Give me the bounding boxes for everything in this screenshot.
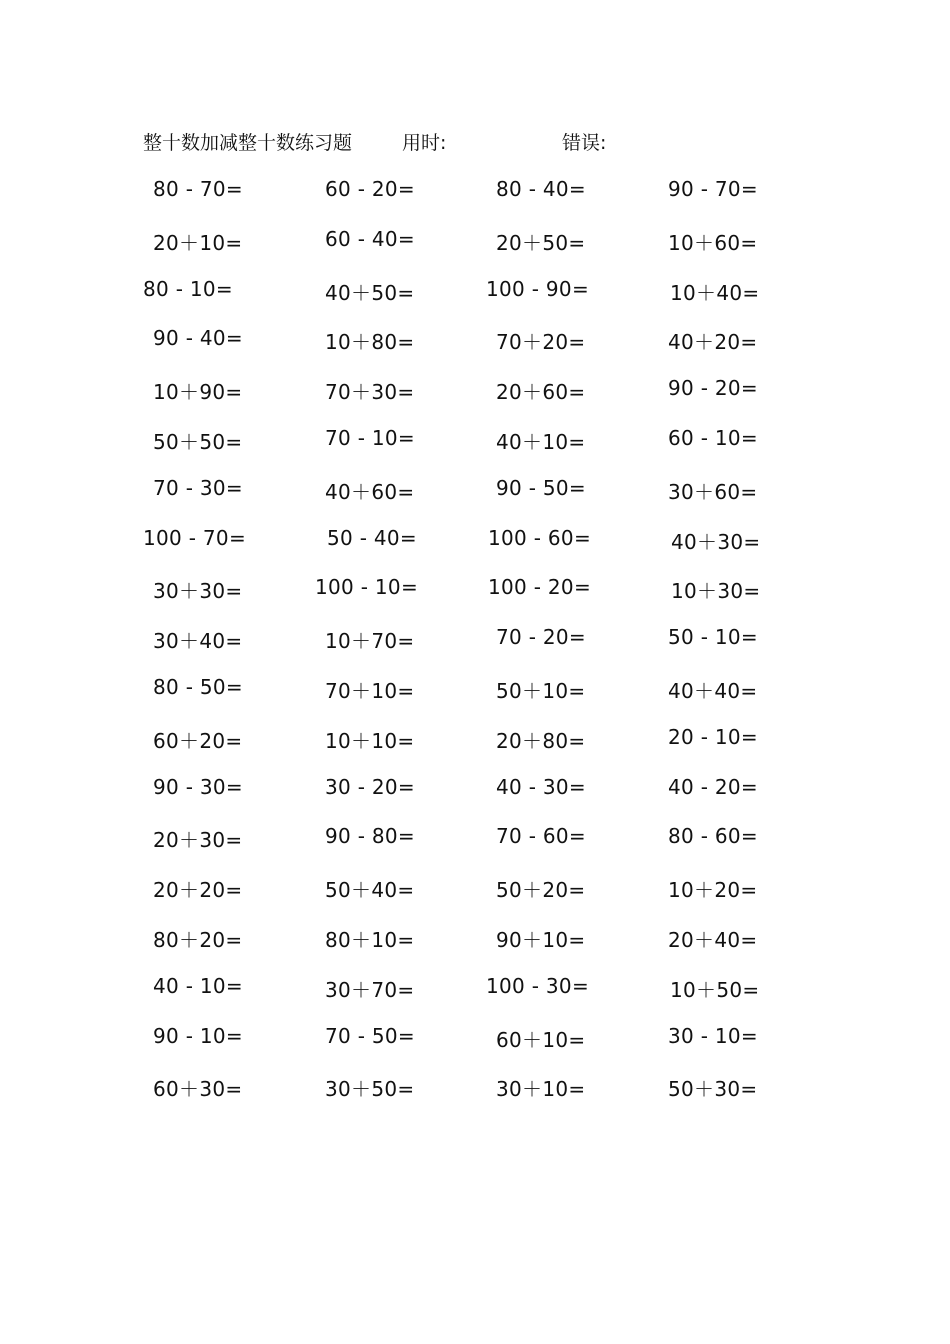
- problem-cell: 30＋10=: [496, 1077, 586, 1102]
- problem-cell: 70 - 30=: [153, 475, 243, 500]
- problem-cell: 30＋50=: [325, 1077, 415, 1102]
- problem-cell: 20＋80=: [496, 728, 586, 753]
- problem-cell: 90 - 50=: [496, 475, 586, 500]
- problem-cell: 90 - 10=: [153, 1023, 243, 1048]
- problem-row: [0, 526, 950, 576]
- problem-cell: 80 - 50=: [153, 674, 243, 699]
- problem-cell: 100 - 60=: [488, 525, 592, 550]
- worksheet-header: [0, 128, 950, 156]
- problem-cell: 100 - 10=: [315, 575, 419, 600]
- problem-cell: 90＋10=: [496, 927, 586, 952]
- problem-cell: 40＋30=: [671, 529, 761, 554]
- problem-cell: 90 - 30=: [153, 774, 243, 799]
- problem-cell: 100 - 70=: [143, 525, 247, 550]
- problem-cell: 40＋10=: [496, 429, 586, 454]
- problem-cell: 50＋20=: [496, 878, 586, 903]
- problem-cell: 50＋40=: [325, 878, 415, 903]
- problem-cell: 80 - 10=: [143, 276, 233, 301]
- problem-cell: 20＋10=: [153, 230, 243, 255]
- problem-cell: 20＋60=: [496, 380, 586, 405]
- problem-row: [0, 824, 950, 874]
- problem-cell: 70＋10=: [325, 678, 415, 703]
- problem-cell: 20＋50=: [496, 230, 586, 255]
- problem-cell: 10＋20=: [668, 878, 758, 903]
- problem-row: [0, 575, 950, 625]
- problem-row: [0, 376, 950, 426]
- problem-row: [0, 675, 950, 725]
- problem-cell: 80 - 40=: [496, 177, 586, 201]
- worksheet-title: 整十数加减整十数练习题: [143, 132, 353, 154]
- problem-cell: 10＋60=: [668, 230, 758, 255]
- problem-row: [0, 476, 950, 526]
- problem-cell: 10＋50=: [670, 977, 760, 1002]
- problem-cell: 80 - 60=: [668, 824, 758, 849]
- problem-row: [0, 326, 950, 376]
- problem-cell: 80 - 70=: [153, 177, 243, 201]
- problem-cell: 60＋20=: [153, 728, 243, 753]
- problem-row: [0, 924, 950, 974]
- problem-cell: 100 - 20=: [488, 575, 592, 600]
- problem-cell: 40 - 20=: [668, 774, 758, 799]
- problem-cell: 60＋30=: [153, 1077, 243, 1102]
- problem-row: [0, 1073, 950, 1123]
- problem-cell: 20 - 10=: [668, 724, 758, 749]
- problem-cell: 30 - 10=: [668, 1023, 758, 1048]
- problem-cell: 50＋50=: [153, 429, 243, 454]
- problem-cell: 90 - 80=: [325, 824, 415, 849]
- problem-cell: 10＋70=: [325, 629, 415, 654]
- problem-row: [0, 725, 950, 775]
- problem-cell: 10＋10=: [325, 728, 415, 753]
- problem-cell: 90 - 20=: [668, 376, 758, 401]
- problem-cell: 70 - 60=: [496, 824, 586, 849]
- problem-cell: 100 - 90=: [486, 276, 590, 301]
- problem-row: [0, 874, 950, 924]
- problem-cell: 90 - 70=: [668, 177, 758, 201]
- errors-label: 错误:: [562, 132, 607, 154]
- problem-cell: 30＋30=: [153, 579, 243, 604]
- problem-cell: 60 - 40=: [325, 226, 415, 251]
- problem-grid: [0, 177, 950, 1123]
- problem-cell: 90 - 40=: [153, 326, 243, 351]
- problem-cell: 40＋50=: [325, 280, 415, 305]
- problem-cell: 40＋20=: [668, 330, 758, 355]
- problem-cell: 10＋40=: [670, 280, 760, 305]
- problem-cell: 70 - 20=: [496, 625, 586, 650]
- problem-cell: 40＋40=: [668, 678, 758, 703]
- problem-row: [0, 277, 950, 327]
- problem-cell: 60 - 10=: [668, 425, 758, 450]
- problem-row: [0, 625, 950, 675]
- problem-cell: 70＋20=: [496, 330, 586, 355]
- problem-cell: 20＋20=: [153, 878, 243, 903]
- problem-cell: 20＋40=: [668, 927, 758, 952]
- problem-cell: 80＋10=: [325, 927, 415, 952]
- problem-row: [0, 1024, 950, 1074]
- problem-cell: 40＋60=: [325, 479, 415, 504]
- problem-cell: 20＋30=: [153, 828, 243, 853]
- problem-cell: 30＋70=: [325, 977, 415, 1002]
- problem-cell: 10＋30=: [671, 579, 761, 604]
- problem-row: [0, 775, 950, 825]
- problem-cell: 70 - 10=: [325, 425, 415, 450]
- problem-cell: 50＋30=: [668, 1077, 758, 1102]
- problem-cell: 80＋20=: [153, 927, 243, 952]
- problem-cell: 30 - 20=: [325, 774, 415, 799]
- problem-cell: 60＋10=: [496, 1027, 586, 1052]
- problem-cell: 100 - 30=: [486, 973, 590, 998]
- problem-cell: 50 - 10=: [668, 625, 758, 650]
- problem-row: [0, 974, 950, 1024]
- problem-cell: 30＋60=: [668, 479, 758, 504]
- problem-cell: 70＋30=: [325, 380, 415, 405]
- problem-cell: 50 - 40=: [327, 525, 417, 550]
- problem-row: [0, 426, 950, 476]
- problem-row: [0, 177, 950, 227]
- problem-row: [0, 227, 950, 277]
- problem-cell: 40 - 10=: [153, 973, 243, 998]
- problem-cell: 30＋40=: [153, 629, 243, 654]
- problem-cell: 40 - 30=: [496, 774, 586, 799]
- problem-cell: 10＋80=: [325, 330, 415, 355]
- time-used-label: 用时:: [402, 132, 447, 154]
- problem-cell: 50＋10=: [496, 678, 586, 703]
- problem-cell: 10＋90=: [153, 380, 243, 405]
- problem-cell: 60 - 20=: [325, 177, 415, 201]
- problem-cell: 70 - 50=: [325, 1023, 415, 1048]
